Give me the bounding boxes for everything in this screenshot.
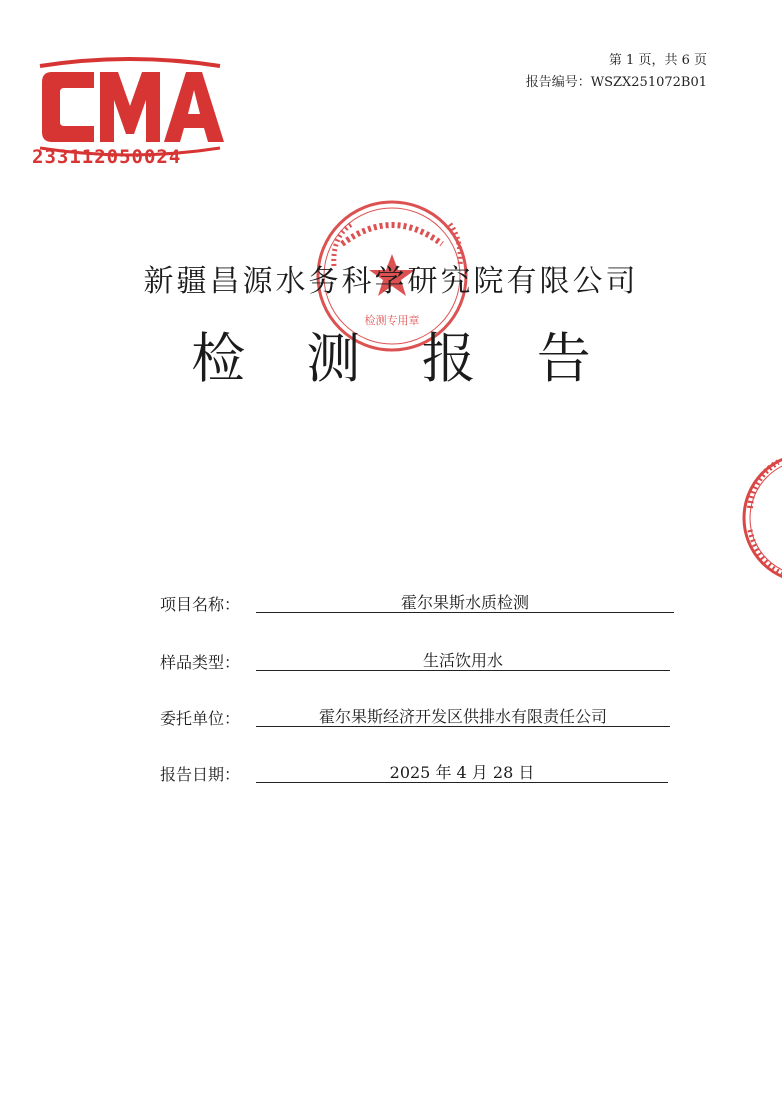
document-title: 检 测 报 告 [191,327,613,390]
page-indicator: 第 1 页，共 6 页 [608,53,707,68]
project-name-value: 霍尔果斯水质检测 [256,590,674,613]
sample-type-value: 生活饮用水 [256,648,670,671]
report-date-label: 报告日期： [160,765,241,784]
sample-type-row [160,648,680,674]
report-number: 报告编号：WSZX251072B01 [525,75,707,90]
report-date-value: 2025 年 4 月 28 日 [256,760,668,783]
sample-type-label: 样品类型： [160,653,241,672]
page-edge-seal [738,448,782,588]
project-name-row [160,590,680,616]
report-date-row [160,760,680,786]
client-unit-value: 霍尔果斯经济开发区供排水有限责任公司 [256,704,670,727]
project-name-label: 项目名称： [160,595,241,614]
seal-lower-text: 检测专用章 [364,314,420,327]
cma-certificate-number: 233112050024 [32,146,182,168]
client-unit-row [160,704,680,730]
client-unit-label: 委托单位： [160,709,241,728]
page-header-info [526,50,707,94]
organization-name: 新疆昌源水务科学研究院有限公司 [143,264,639,299]
